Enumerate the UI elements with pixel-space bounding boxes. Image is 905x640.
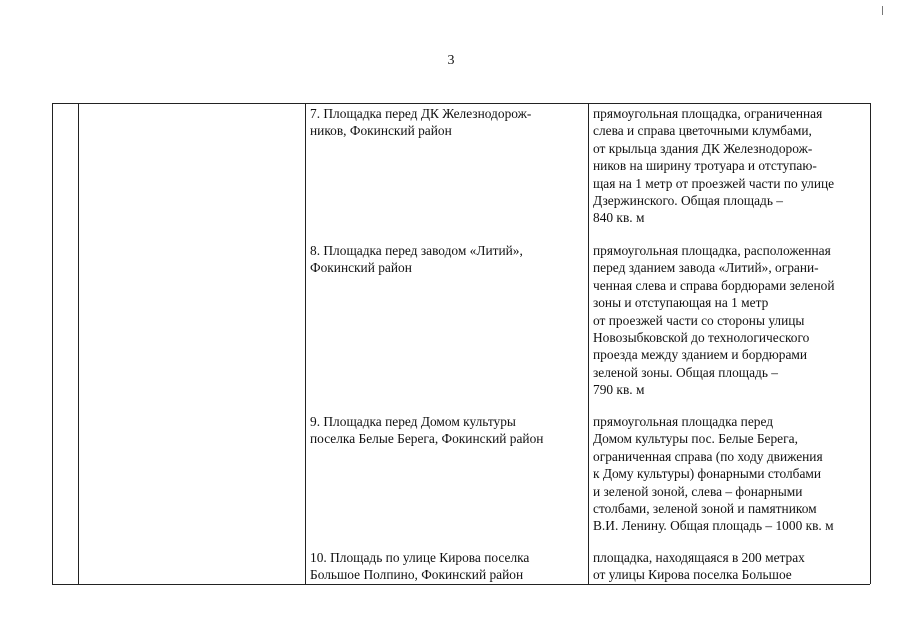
table-border-left: [52, 103, 53, 584]
table-row-7-description: прямоугольная площадка, ограниченная слева и справа цветочными клумбами, от крыльца здания ДК Железнодорож- ников на ширину тротуара и отступаю- щая на 1 метр от проезжей части по улице Дзержинского. Общая площадь – 840 кв. м: [593, 106, 835, 226]
table-row-10-description: площадка, находящаяся в 200 метрах от улицы Кирова поселка Большое: [593, 550, 805, 583]
table-row-9-place: 9. Площадка перед Домом культуры поселка Белые Берега, Фокинский район: [310, 414, 544, 447]
table-column-divider-2: [305, 103, 306, 584]
table-row-8-place: 8. Площадка перед заводом «Литий», Фокинский район: [310, 243, 523, 276]
table-border-right: [870, 103, 871, 584]
table-row-10-place: 10. Площадь по улице Кирова поселка Большое Полпино, Фокинский район: [310, 550, 530, 583]
table-row-9-description: прямоугольная площадка перед Домом культуры пос. Белые Берега, ограниченная справа (по ходу движения к Дому культуры) фонарными столбами и зеленой зоной, слева – фонарными столбами, зеленой зоной и памятником В.И. Ленину. Общая площадь – 1000 кв. м: [593, 414, 834, 534]
table-row-7-place: 7. Площадка перед ДК Железнодорож- ников, Фокинский район: [310, 106, 532, 139]
table-row-8-description: прямоугольная площадка, расположенная перед зданием завода «Литий», ограни- ченная слева и справа бордюрами зеленой зоны и отступающая на 1 метр от проезжей части со стороны улицы Новозыбковской до технологического проезда между зданием и бордюрами зеленой зоны. Общая площадь – 790 кв. м: [593, 243, 835, 398]
page-number: 3: [447, 53, 455, 68]
table-column-divider-1: [78, 103, 79, 584]
scan-artifact-mark: [882, 6, 883, 15]
table-column-divider-3: [588, 103, 589, 584]
